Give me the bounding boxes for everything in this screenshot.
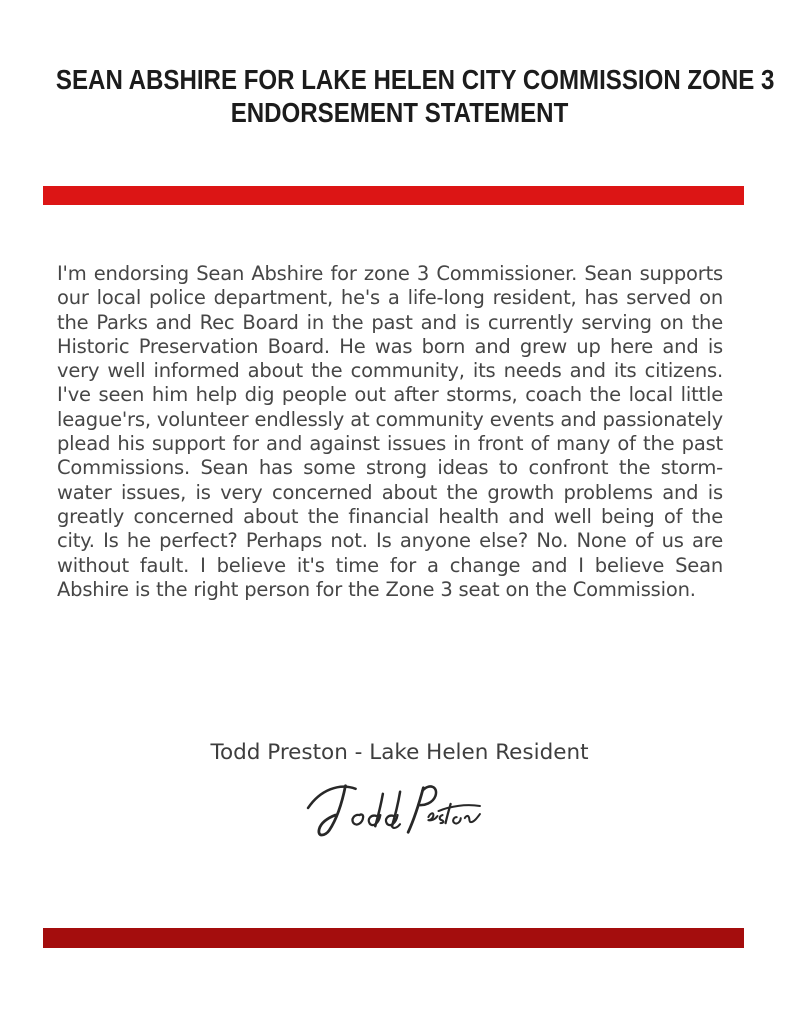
document-title-line1: SEAN ABSHIRE FOR LAKE HELEN CITY COMMISSION ZONE 3 — [55, 64, 775, 95]
bottom-accent-bar — [43, 928, 744, 948]
endorsement-body-text: I'm endorsing Sean Abshire for zone 3 Commissioner. Sean supports our local police department, he's a life-long resident, has served on the Parks and Rec Board in the past and is currently serving on the Historic Preservation Board. He was born and grew up here and is very well informed about the community, its needs and its citizens. I've seen him help dig people out after storms, coach the local little league'rs, volunteer endlessly at community events and passionately plead his support for and against issues in front of many of the past Commissions. Sean has some strong ideas to confront the storm-water issues, is very concerned about the growth problems and is greatly concerned about the financial health and well being of the city. Is he perfect? Perhaps not. Is anyone else? No. None of us are without fault. I believe it's time for a change and I believe Sean Abshire is the right person for the Zone 3 seat on the Commission. — [57, 262, 723, 601]
endorser-byline: Todd Preston - Lake Helen Resident — [210, 740, 589, 765]
top-accent-bar — [43, 186, 744, 205]
signature-image — [303, 778, 485, 842]
document-title-line2: ENDORSEMENT STATEMENT — [230, 97, 569, 128]
signature-svg — [303, 778, 485, 842]
document-title — [55, 63, 775, 129]
